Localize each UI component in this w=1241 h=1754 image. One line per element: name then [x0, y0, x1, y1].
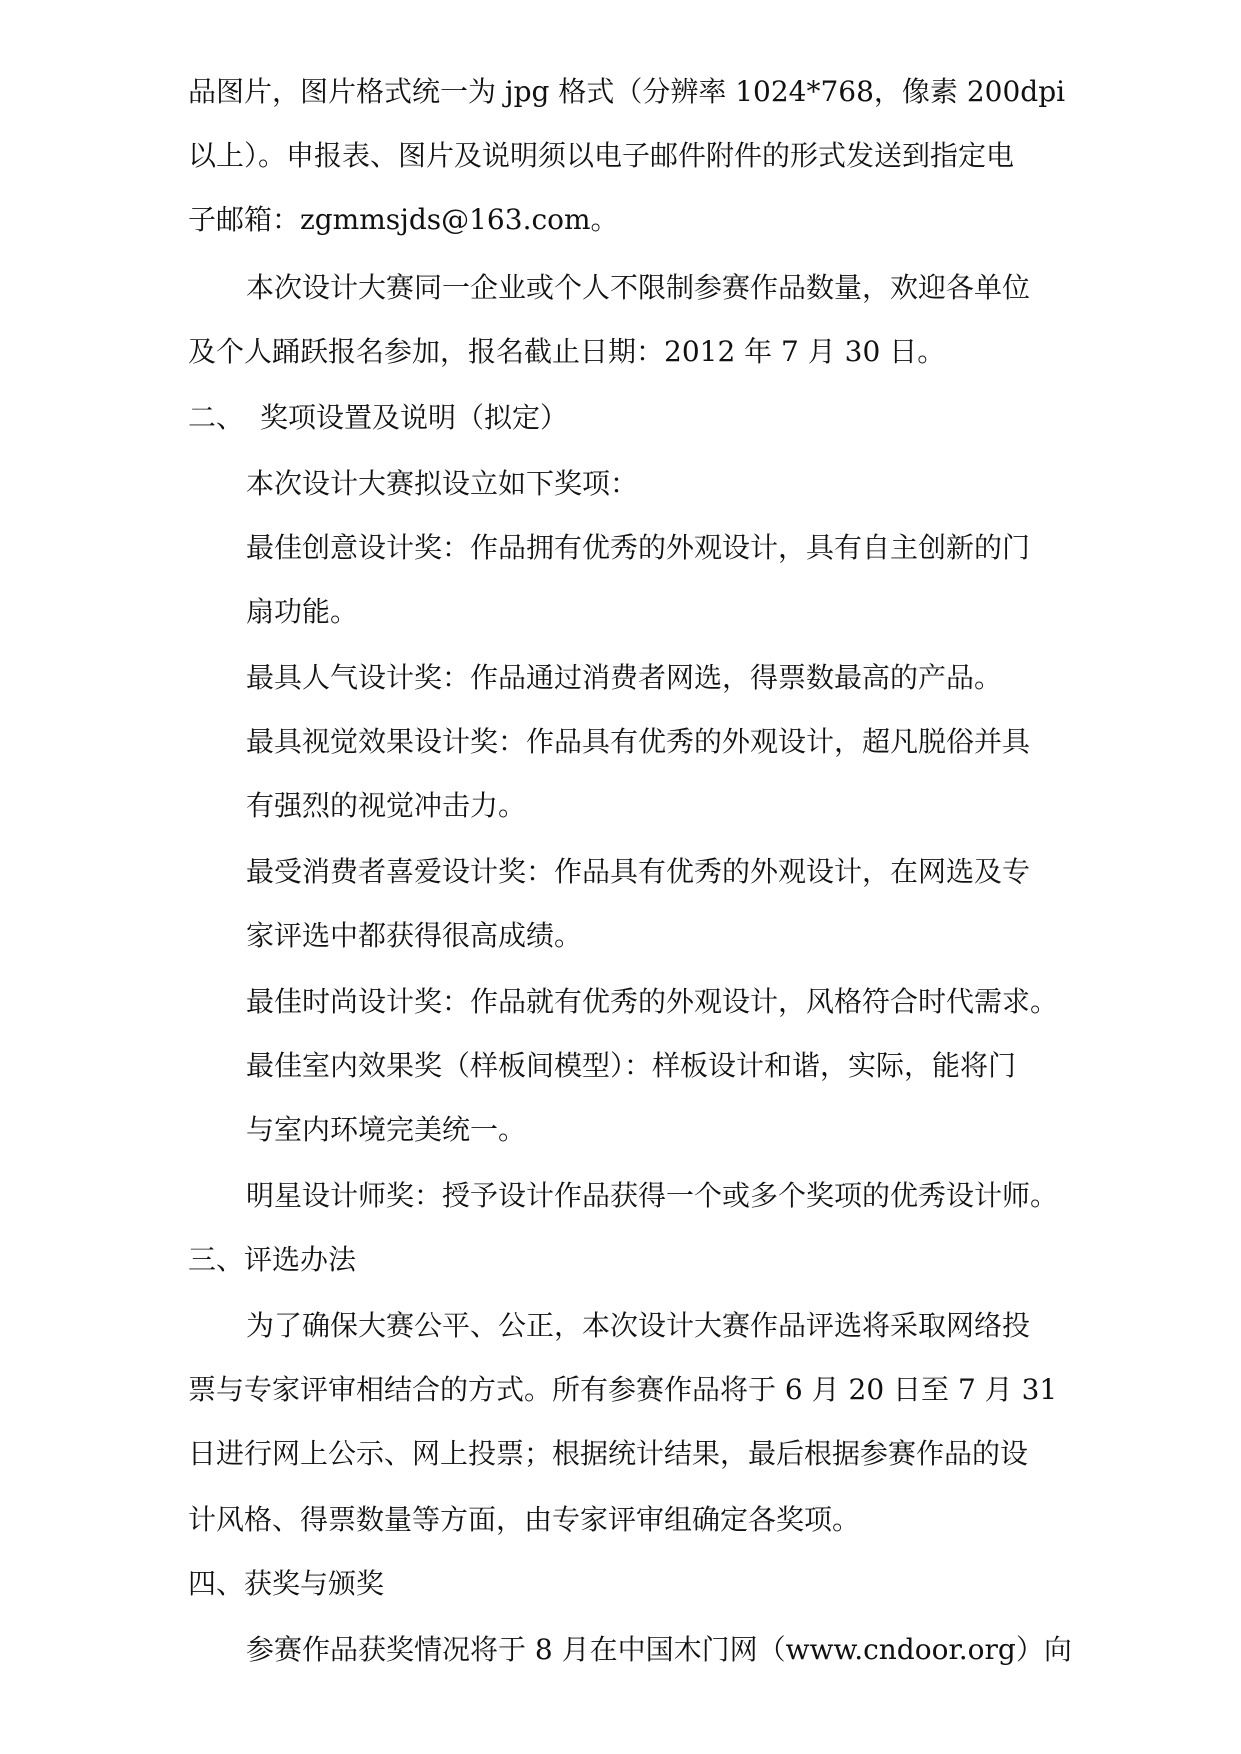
award-line: 有强烈的视觉冲击力。 — [246, 789, 527, 822]
section-heading-awarding: 四、获奖与颁奖 — [188, 1567, 385, 1600]
paragraph-line: 参赛作品获奖情况将于 8 月在中国木门网（www.cndoor.org）向 — [246, 1633, 1072, 1666]
award-line: 与室内环境完美统一。 — [246, 1113, 527, 1146]
paragraph-line: 票与专家评审相结合的方式。所有参赛作品将于 6 月 20 日至 7 月 31 — [188, 1373, 1058, 1406]
paragraph-line: 以上）。申报表、图片及说明须以电子邮件附件的形式发送到指定电 — [188, 139, 1015, 172]
award-line: 最佳创意设计奖：作品拥有优秀的外观设计，具有自主创新的门 — [246, 531, 1031, 564]
paragraph-line: 本次设计大赛拟设立如下奖项： — [246, 467, 639, 500]
award-line: 最具人气设计奖：作品通过消费者网选，得票数最高的产品。 — [246, 661, 1003, 694]
paragraph-line: 子邮箱：zgmmsjds@163.com。 — [188, 203, 619, 236]
paragraph-line: 品图片，图片格式统一为 jpg 格式（分辨率 1024*768，像素 200dpi — [188, 75, 1066, 108]
paragraph-line: 本次设计大赛同一企业或个人不限制参赛作品数量，欢迎各单位 — [246, 271, 1031, 304]
award-line: 最受消费者喜爱设计奖：作品具有优秀的外观设计，在网选及专 — [246, 855, 1031, 888]
paragraph-line: 为了确保大赛公平、公正，本次设计大赛作品评选将采取网络投 — [246, 1309, 1031, 1342]
section-title: 奖项设置及说明（拟定） — [260, 401, 569, 434]
award-line: 最具视觉效果设计奖：作品具有优秀的外观设计，超凡脱俗并具 — [246, 725, 1031, 758]
award-line: 家评选中都获得很高成绩。 — [246, 919, 583, 952]
paragraph-line: 计风格、得票数量等方面，由专家评审组确定各奖项。 — [188, 1503, 861, 1536]
section-number: 二、 — [188, 401, 245, 434]
award-line: 扇功能。 — [246, 595, 359, 628]
award-line: 最佳时尚设计奖：作品就有优秀的外观设计，风格符合时代需求。 — [246, 985, 1059, 1018]
award-line: 明星设计师奖：授予设计作品获得一个或多个奖项的优秀设计师。 — [246, 1179, 1059, 1212]
section-heading-evaluation: 三、评选办法 — [188, 1243, 357, 1276]
section-heading-awards — [188, 398, 568, 438]
paragraph-line: 日进行网上公示、网上投票；根据统计结果，最后根据参赛作品的设 — [188, 1437, 1029, 1470]
paragraph-line: 及个人踊跃报名参加，报名截止日期：2012 年 7 月 30 日。 — [188, 335, 946, 368]
award-line: 最佳室内效果奖（样板间模型）：样板设计和谐，实际，能将门 — [246, 1049, 1017, 1082]
